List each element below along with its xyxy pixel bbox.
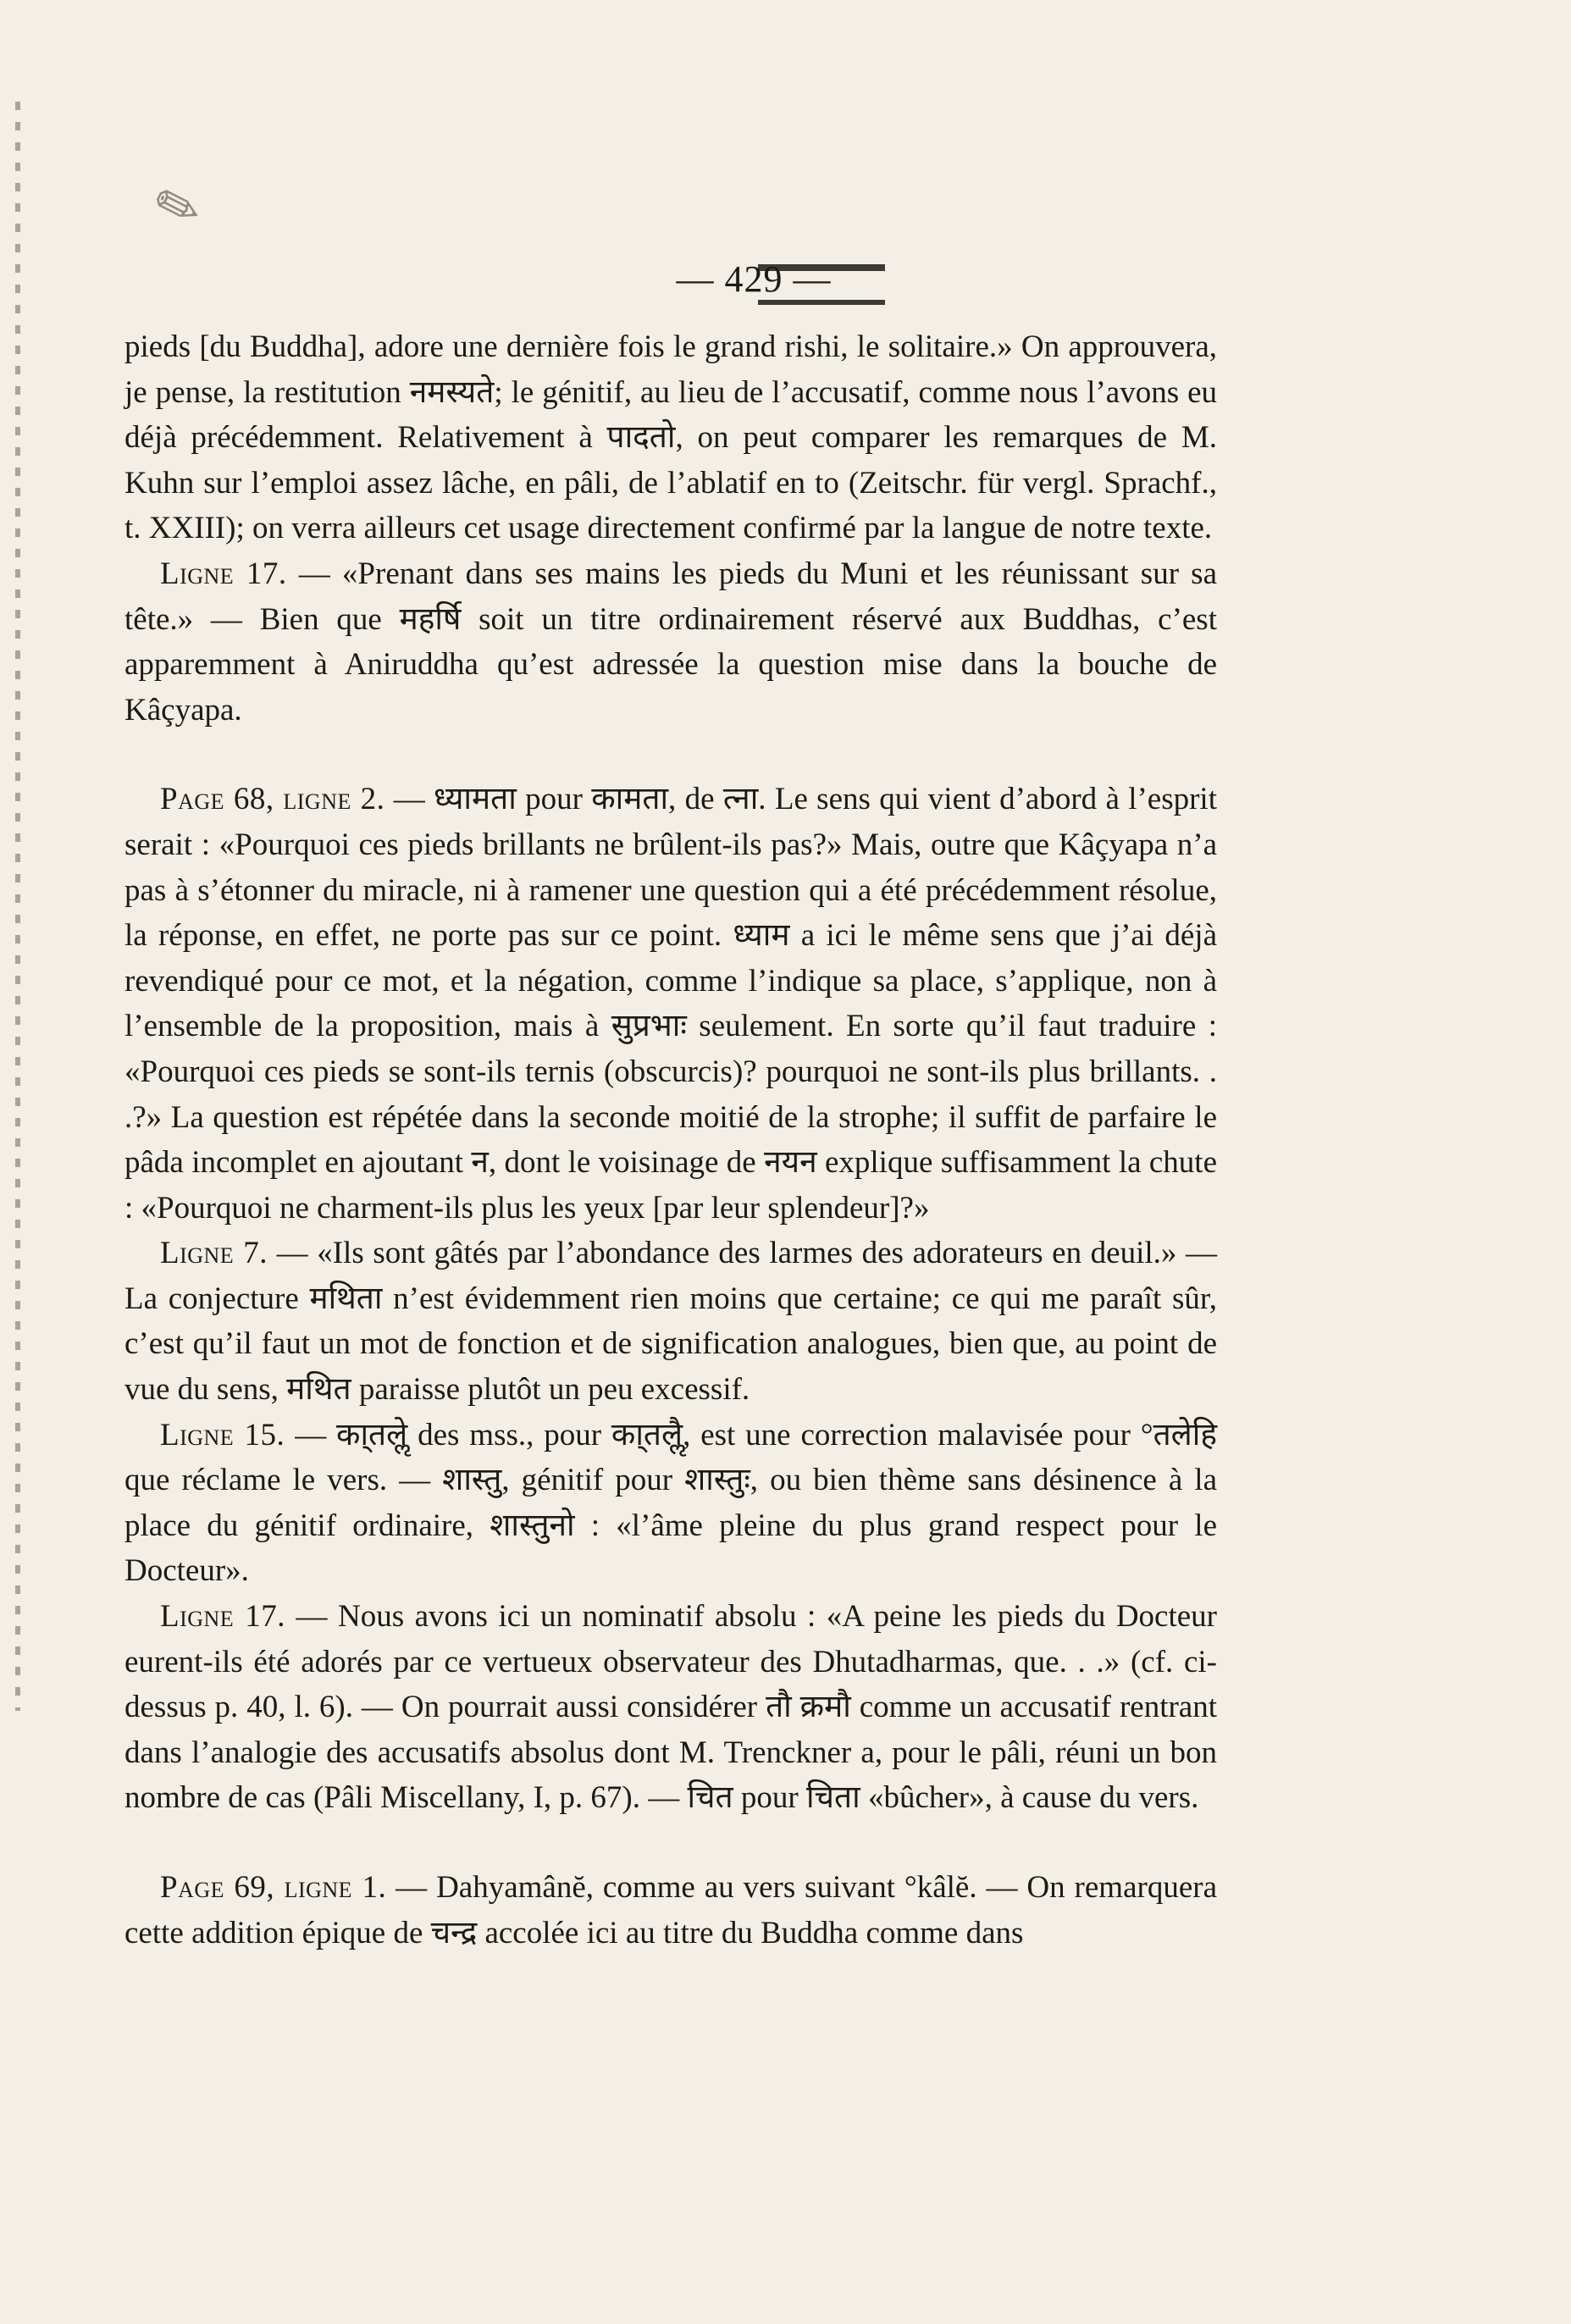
paragraph-3 <box>124 777 1217 1231</box>
paragraph-2-reference: Ligne 17. <box>160 556 287 591</box>
paragraph-5-reference: Ligne 15. <box>160 1417 285 1452</box>
paragraph-4-text: — «Ils sont gâtés par l’abondance des larmes des adorateurs en deuil.» — La conjecture मथिता n’est évidemment rien moins que certaine; ce qui me paraît sûr, c’est qu’il faut un mot de fonction et de signification analogues, bien que, au point de vue du sens, मथित paraisse plutôt un peu excessif. <box>124 1236 1217 1408</box>
paragraph-2-text: — «Prenant dans ses mains les pieds du Muni et les réunissant sur sa tête.» — Bien que महर्षि soit un titre ordinairement réservé aux Buddhas, c’est apparemment à Aniruddha qu’est adressée la question mise dans la bouche de Kâçyapa. <box>124 556 1217 728</box>
paragraph-7 <box>124 1865 1217 1956</box>
paragraph-7-reference: Page 69, ligne 1. <box>160 1870 387 1905</box>
paragraph-6 <box>124 1594 1217 1821</box>
paragraph-3-reference: Page 68, ligne 2. <box>160 782 385 817</box>
paragraph-4 <box>124 1231 1217 1412</box>
paragraph-5-text: — का्तलेॢ des mss., pour का्तलैॢ, est une correction malavisée pour °तलेहि que réclame le vers. — शास्तु, génitif pour शास्तुः, ou bien thème sans désinence à la place du génitif ordinaire, शास्तुनो : «l’âme pleine du plus grand respect pour le Docteur». <box>124 1417 1217 1589</box>
page-number: — 429 — <box>676 258 832 300</box>
paragraph-1 <box>124 324 1217 551</box>
paragraph-3-text: — ध्यामता pour कामता, de त्ना. Le sens qui vient d’abord à l’esprit serait : «Pourquoi ces pieds brillants ne brûlent-ils pas?» Mais, outre que Kâçyapa n’a pas à s’étonner du miracle, ni à ramener une question qui a été précédemment résolue, la réponse, en effet, ne porte pas sur ce point. ध्याम a ici le même sens que j’ai déjà revendiqué pour ce mot, et la négation, comme l’indique sa place, s’applique, non à l’ensemble de la proposition, mais à सुप्रभाः seulement. En sorte qu’il faut traduire : «Pourquoi ces pieds se sont-ils ternis (obscurcis)? pourquoi ne sont-ils plus brillants. . .?» La question est répétée dans la seconde moitié de la strophe; il suffit de parfaire le pâda incomplet en ajoutant न, dont le voisinage de नयन explique suffisamment la chute : «Pourquoi ne charment-ils plus les yeux [par leur splendeur]?» <box>124 782 1217 1226</box>
paragraph-7-text: — Dahyamânĕ, comme au vers suivant °kâlĕ. — On remarquera cette addition épique de चन्द्र accolée ici au titre du Buddha comme dans <box>124 1870 1217 1951</box>
paragraph-2 <box>124 551 1217 733</box>
paragraph-4-reference: Ligne 7. <box>160 1236 268 1271</box>
ink-smudge-left: ✎ <box>147 171 210 246</box>
paragraph-6-text: — Nous avons ici un nominatif absolu : «A peine les pieds du Docteur eurent-ils été adorés par ce vertueux observateur des Dhutadharmas, que. . .» (cf. ci-dessus p. 40, l. 6). — On pourrait aussi considérer तौ क्रमौ comme un accusatif rentrant dans l’analogie des accusatifs absolus dont M. Trenckner a, pour le pâli, réuni un bon nombre de cas (Pâli Miscellany, I, p. 67). — चित pour चिता «bûcher», à cause du vers. <box>124 1599 1217 1816</box>
main-text <box>124 324 1217 1956</box>
paragraph-5 <box>124 1413 1217 1594</box>
paragraph-1-text: pieds [du Buddha], adore une dernière fois le grand rishi, le solitaire.» On approuvera, je pense, la restitution नमस्यते; le génitif, au lieu de l’accusatif, comme nous l’avons eu déjà précédemment. Relativement à पादतो, on peut comparer les remarques de M. Kuhn sur l’emploi assez lâche, en pâli, de l’ablatif en to (Zeitschr. für vergl. Sprachf., t. XXIII); on verra ailleurs cet usage directement confirmé par la langue de notre texte. <box>124 329 1217 546</box>
scan-edge-mark <box>15 102 20 1711</box>
paragraph-6-reference: Ligne 17. <box>160 1599 285 1635</box>
